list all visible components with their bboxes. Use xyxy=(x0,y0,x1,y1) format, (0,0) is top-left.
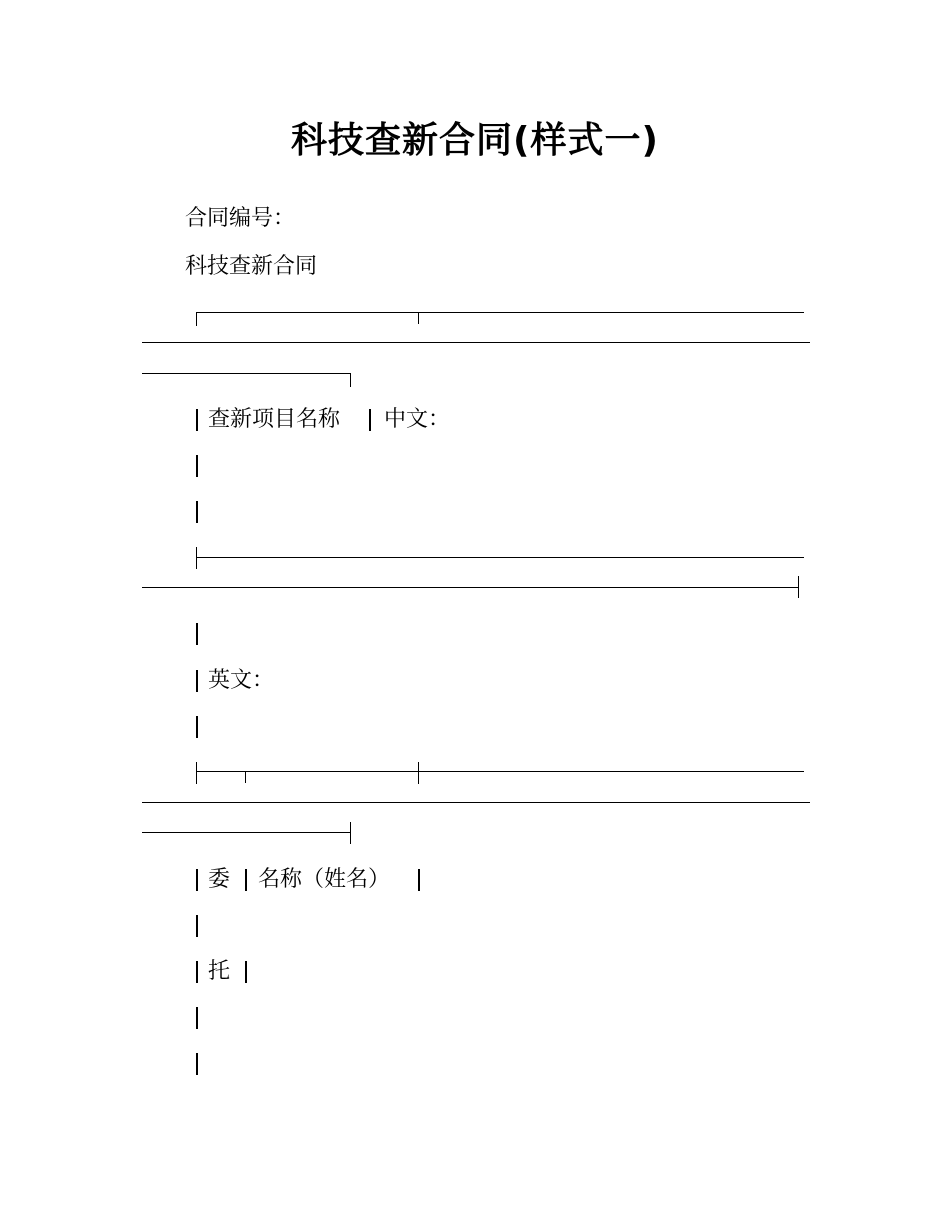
document-title: 科技查新合同(样式一) xyxy=(291,120,659,161)
cell-border xyxy=(196,501,198,523)
chinese-name-label: 中文： xyxy=(384,407,451,432)
cell-border xyxy=(196,623,198,645)
cell-border xyxy=(196,409,198,431)
cell-border xyxy=(196,961,198,983)
project-name-label: 查新项目名称 xyxy=(208,407,341,432)
cell-border xyxy=(196,455,198,477)
cell-border xyxy=(196,869,198,891)
cell-border xyxy=(196,915,198,937)
cell-border xyxy=(418,869,420,891)
client-name-label: 名称（姓名） xyxy=(258,867,391,892)
client-label-char2: 托 xyxy=(208,959,231,984)
cell-border xyxy=(196,670,198,692)
cell-border xyxy=(369,409,371,431)
cell-border xyxy=(245,869,247,891)
cell-border xyxy=(196,1007,198,1029)
english-name-label: 英文： xyxy=(208,668,275,693)
client-label-char1: 委 xyxy=(208,867,231,892)
cell-border xyxy=(196,1053,198,1075)
contract-subtitle: 科技查新合同 xyxy=(185,254,318,279)
cell-border xyxy=(196,716,198,738)
cell-border xyxy=(245,961,247,983)
contract-number-label: 合同编号： xyxy=(185,206,296,231)
